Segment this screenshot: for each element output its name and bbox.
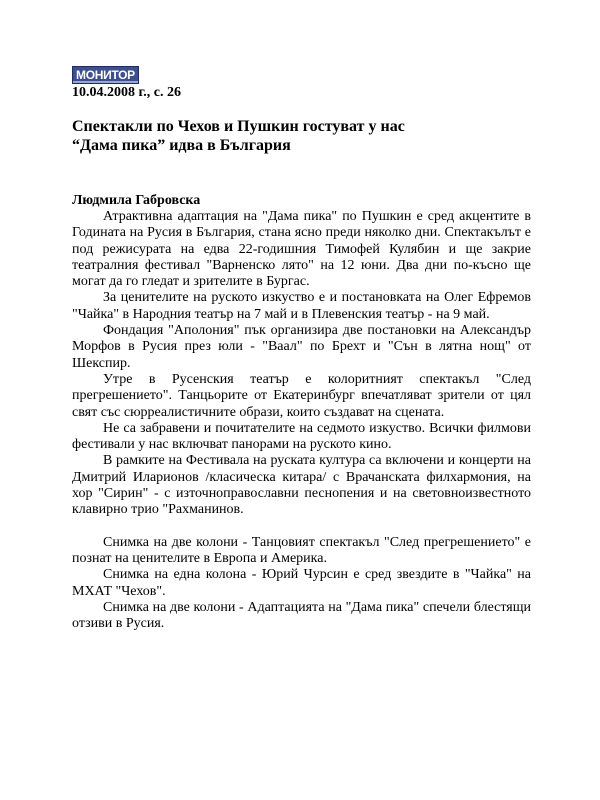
- paragraph: Атрактивна адаптация на "Дама пика" по Пушкин е сред акцентите в Годината на Русия в България, стана ясно преди няколко дни. Спектакълът е под режисурата на едва 22-годишния Тимофей Кулябин и ще закрие театралния фестивал "Варненско лято" на 12 юни. Два дни по-късно ще могат да го гледат и зрителите в Бургас.: [72, 209, 531, 290]
- paragraph: Утре в Русенския театър е колоритният спектакъл "След прегрешението". Танцьорите от Екатеринбург впечатляват зрители от цял свят със сюрреалистичните образи, които създават на сцената.: [72, 371, 531, 420]
- article-author: Людмила Габровска: [72, 193, 201, 208]
- headline-line-1: Спектакли по Чехов и Пушкин гостуват у нас: [72, 118, 405, 135]
- section-gap: [72, 519, 531, 535]
- paragraph: В рамките на Фестивала на руската култура са включени и концерти на Дмитрий Иларионов /класическа китара/ с Врачанската филхармония, на хор "Сирин" - с източноправославни песнопения и на световноизвестното клавирно трио "Рахманинов.: [72, 453, 531, 518]
- document-page: [72, 66, 531, 632]
- photo-caption: Снимка на две колони - Танцовият спектакъл "След прегрешението" е познат на ценителите в Европа и Америка.: [72, 534, 531, 566]
- publication-date: 10.04.2008 г., с. 26: [72, 85, 181, 100]
- photo-caption: Снимка на две колони - Адаптацията на "Дама пика" спечели блестящи отзиви в Русия.: [72, 599, 531, 632]
- paragraph: Не са забравени и почитателите на седмото изкуство. Всички филмови фестивали у нас включват панорами на руското кино.: [72, 420, 531, 453]
- monitor-logo: МОНИТОР: [72, 66, 139, 84]
- paragraph: Фондация "Аполония" пък организира две постановки на Александър Морфов в Русия през юли - "Ваал" по Брехт и "Сън в лятна нощ" от Шекспир.: [72, 323, 531, 371]
- photo-captions: [72, 535, 531, 633]
- photo-caption: Снимка на една колона - Юрий Чурсин е сред звездите в "Чайка" на МХАТ "Чехов".: [72, 567, 531, 599]
- headline-line-2: “Дама пика” идва в България: [72, 137, 291, 154]
- article-body: [72, 209, 531, 519]
- paragraph: За ценителите на руското изкуство е и постановката на Олег Ефремов "Чайка" в Народния театър на 7 май и в Плевенския театър - на 9 май.: [72, 290, 531, 322]
- article-headline: [72, 117, 531, 155]
